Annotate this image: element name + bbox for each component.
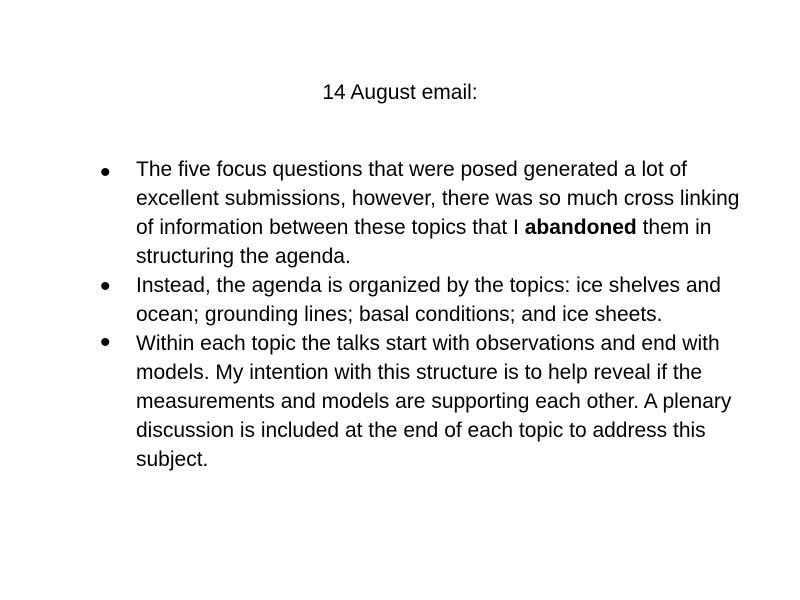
bullet-text-before: The five focus questions that were posed generated a lot of excellent submissions, however, there was so much cross linking of information between these topics that I <box>136 158 740 239</box>
bullet-text-after: them in structuring the agenda. <box>136 216 712 268</box>
bullet-item <box>100 271 740 329</box>
bullet-icon: • <box>100 156 111 189</box>
bullet-icon: • <box>100 270 111 303</box>
slide-title: 14 August email: <box>322 81 478 104</box>
bullet-item <box>100 155 740 271</box>
bullet-text-bold: abandoned <box>524 216 637 239</box>
bullet-icon: • <box>100 326 111 359</box>
bullet-list <box>100 155 740 474</box>
bullet-text: Instead, the agenda is organized by the topics: ice shelves and ocean; grounding lines; basal conditions; and ice sheets. <box>136 274 721 326</box>
bullet-item <box>100 326 740 474</box>
bullet-text: Within each topic the talks start with observations and end with models. My intention with this structure is to help reveal if the measurements and models are supporting each other. A plenary discussion is included at the end of each topic to address this subject. <box>136 332 732 471</box>
